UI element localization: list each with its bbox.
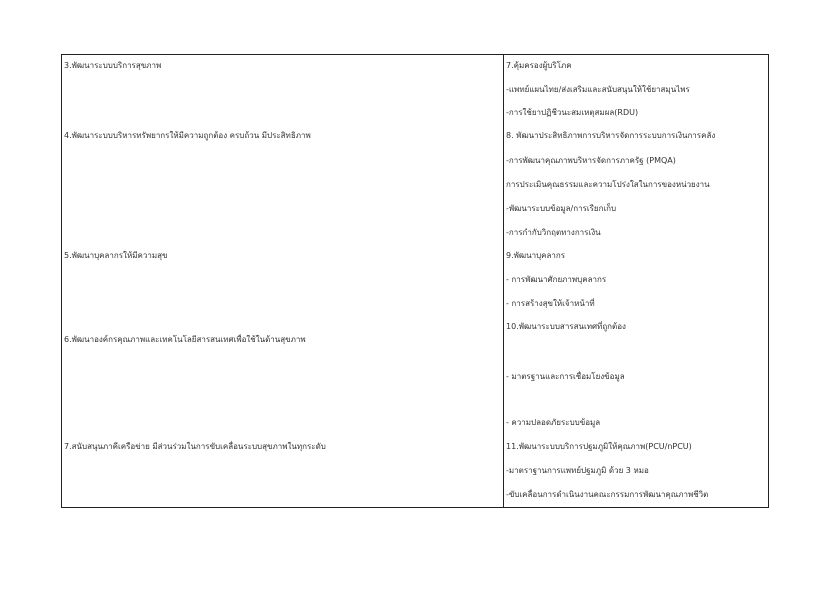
right-item: 11.พัฒนาระบบบริการปฐมภูมิให้คุณภาพ(PCU/nPCU) (506, 442, 692, 451)
right-item: 7.คุ้มครองผู้บริโภค (506, 61, 572, 70)
right-item: 8. พัฒนาประสิทธิภาพการบริหารจัดการระบบการเงินการคลัง (506, 131, 716, 140)
right-item: -มาตราฐานการแพทย์ปฐมภูมิ ด้วย 3 หมอ (506, 466, 649, 475)
left-item: 4.พัฒนาระบบบริหารทรัพยากรให้มีความถูกต้อง ครบถ้วน มีประสิทธิภาพ (64, 131, 311, 140)
right-item: 9.พัฒนาบุคลากร (506, 251, 566, 260)
left-item: 7.สนับสนุนภาคีเครือข่าย มีส่วนร่วมในการขับเคลื่อนระบบสุขภาพในทุกระดับ (64, 442, 326, 451)
strategy-table (61, 54, 769, 508)
right-item: - การสร้างสุขให้เจ้าหน้าที่ (506, 299, 595, 308)
right-item: -พัฒนาระบบข้อมูล/การเรียกเก็บ (506, 204, 617, 213)
right-item: การประเมินคุณธรรมและความโปร่งใสในการของหน่วยงาน (506, 180, 710, 189)
right-item: -การกำกับวิกฤตทางการเงิน (506, 228, 601, 237)
column-divider (503, 55, 504, 507)
right-item: -การพัฒนาคุณภาพบริหารจัดการภาครัฐ (PMQA) (506, 156, 676, 165)
right-item: 10.พัฒนาระบบสารสนเทศที่ถูกต้อง (506, 322, 626, 331)
right-item: -แพทย์แผนไทย/ส่งเสริมและสนับสนุนให้ใช้ยาสมุนไพร (506, 85, 690, 94)
right-item: - มาตรฐานและการเชื่อมโยงข้อมูล (506, 372, 625, 381)
left-item: 6.พัฒนาองค์กรคุณภาพและเทคโนโลยีสารสนเทศเพื่อใช้ในด้านสุขภาพ (64, 335, 306, 344)
right-item: -การใช้ยาปฏิชีวนะสมเหตุสมผล(RDU) (506, 108, 639, 117)
right-item: - ความปลอดภัยระบบข้อมูล (506, 418, 601, 427)
right-item: - การพัฒนาศักยภาพบุคลากร (506, 275, 607, 284)
left-item: 3.พัฒนาระบบบริการสุขภาพ (64, 61, 162, 70)
right-item: -ขับเคลื่อนการดำเนินงานคณะกรรมการพัฒนาคุณภาพชีวิต (506, 490, 709, 499)
left-item: 5.พัฒนาบุคลากรให้มีความสุข (64, 251, 168, 260)
